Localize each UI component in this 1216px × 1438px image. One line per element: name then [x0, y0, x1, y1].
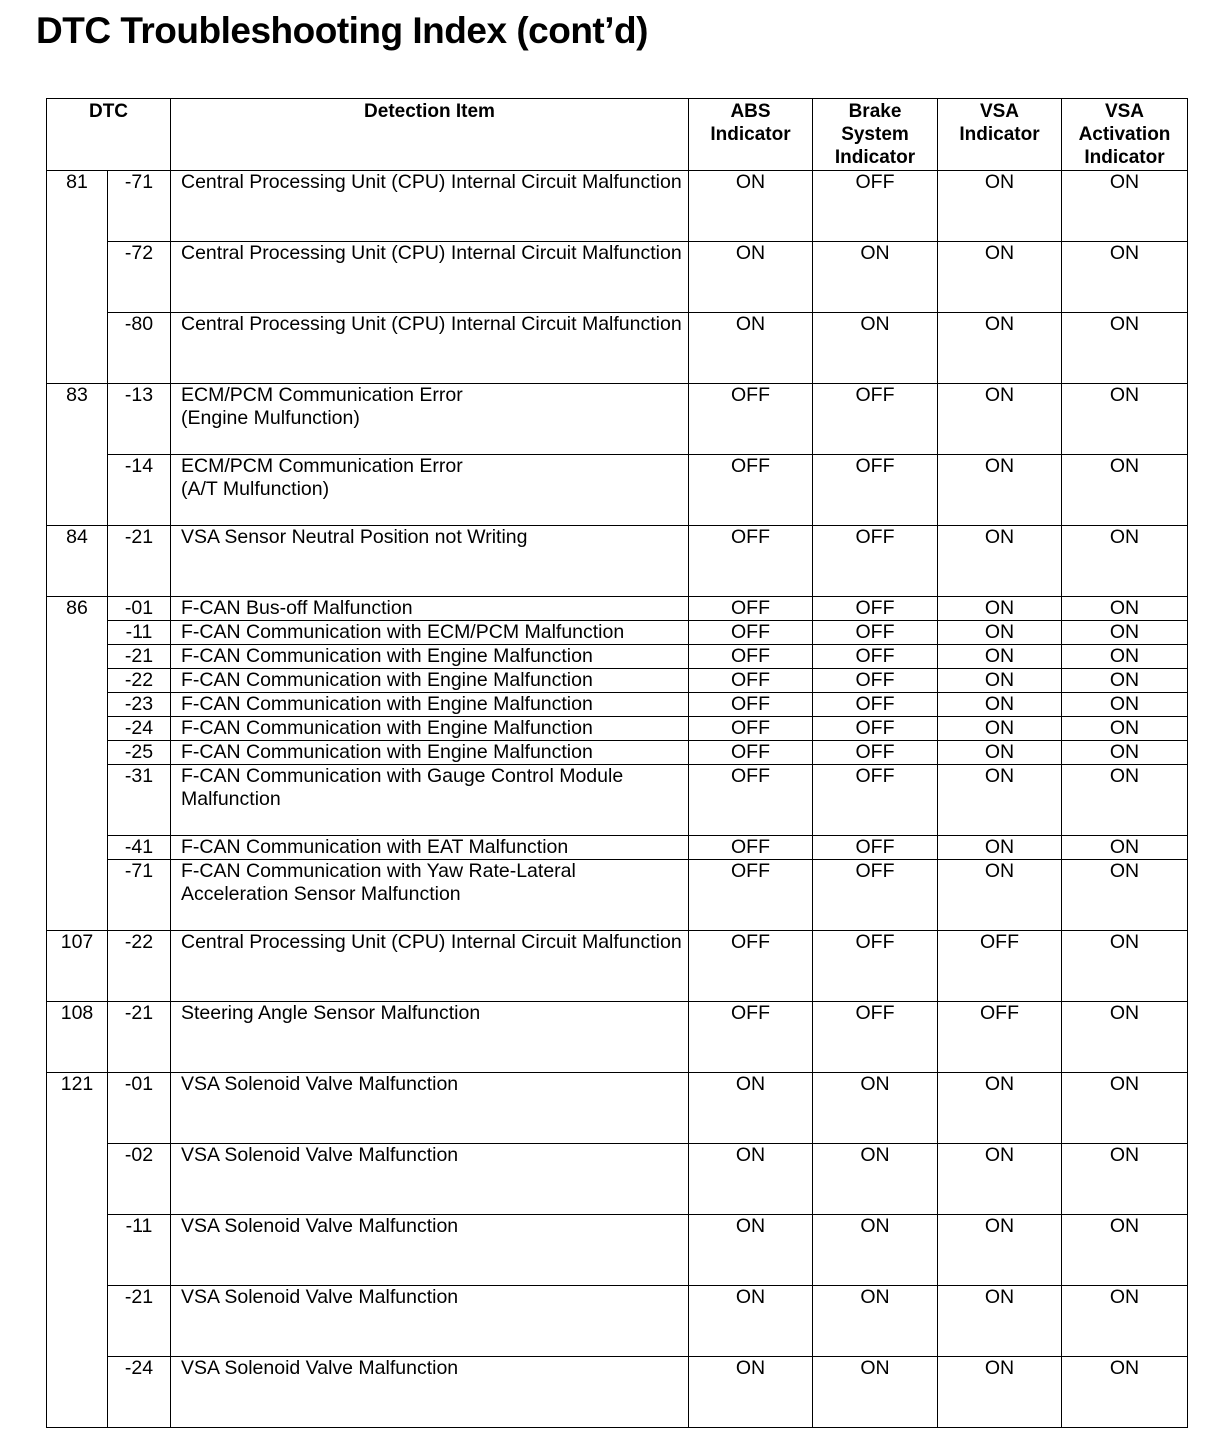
abs-indicator-state: OFF — [689, 597, 813, 621]
detection-item: Central Processing Unit (CPU) Internal Circuit Malfunction — [171, 171, 689, 242]
detection-item: F-CAN Communication with Gauge Control Module Malfunction — [171, 765, 689, 836]
dtc-sub-code: -11 — [108, 1215, 171, 1286]
detection-item: F-CAN Communication with EAT Malfunction — [171, 836, 689, 860]
vsa-activation-indicator-state: ON — [1062, 669, 1188, 693]
brake-indicator-state: OFF — [813, 526, 938, 597]
brake-indicator-state: OFF — [813, 1002, 938, 1073]
table-row — [47, 741, 1188, 765]
detection-item-line2: (Engine Mulfunction) — [181, 407, 360, 429]
brake-indicator-state: ON — [813, 1357, 938, 1428]
dtc-sub-code: -21 — [108, 645, 171, 669]
vsa-indicator-state: ON — [938, 717, 1062, 741]
detection-item: VSA Solenoid Valve Malfunction — [171, 1286, 689, 1357]
vsa-activation-indicator-state: ON — [1062, 1144, 1188, 1215]
header-brake-system-indicator: Brake System Indicator — [813, 99, 938, 171]
dtc-sub-code: -24 — [108, 717, 171, 741]
vsa-indicator-state: ON — [938, 384, 1062, 455]
vsa-indicator-state: ON — [938, 1073, 1062, 1144]
table-row — [47, 765, 1188, 836]
abs-indicator-state: ON — [689, 313, 813, 384]
vsa-activation-indicator-state: ON — [1062, 765, 1188, 836]
dtc-main-code: 121 — [47, 1073, 108, 1428]
vsa-activation-indicator-state: ON — [1062, 931, 1188, 1002]
dtc-main-code: 81 — [47, 171, 108, 384]
table-row — [47, 1286, 1188, 1357]
dtc-main-code: 84 — [47, 526, 108, 597]
detection-item: Steering Angle Sensor Malfunction — [171, 1002, 689, 1073]
brake-indicator-state: OFF — [813, 455, 938, 526]
detection-item: Central Processing Unit (CPU) Internal Circuit Malfunction — [171, 931, 689, 1002]
vsa-activation-indicator-state: ON — [1062, 1286, 1188, 1357]
vsa-indicator-state: OFF — [938, 931, 1062, 1002]
abs-indicator-state: OFF — [689, 860, 813, 931]
vsa-indicator-state: ON — [938, 1215, 1062, 1286]
dtc-sub-code: -01 — [108, 597, 171, 621]
table-row — [47, 1357, 1188, 1428]
header-abs-indicator: ABS Indicator — [689, 99, 813, 171]
table-row — [47, 313, 1188, 384]
dtc-sub-code: -24 — [108, 1357, 171, 1428]
vsa-indicator-state: ON — [938, 597, 1062, 621]
vsa-indicator-state: ON — [938, 313, 1062, 384]
detection-item — [171, 455, 689, 526]
brake-indicator-state: OFF — [813, 717, 938, 741]
detection-item: F-CAN Communication with Engine Malfunction — [171, 645, 689, 669]
abs-indicator-state: ON — [689, 1357, 813, 1428]
detection-item: F-CAN Communication with Engine Malfunction — [171, 669, 689, 693]
dtc-sub-code: -31 — [108, 765, 171, 836]
vsa-indicator-state: ON — [938, 669, 1062, 693]
dtc-sub-code: -01 — [108, 1073, 171, 1144]
vsa-activation-indicator-state: ON — [1062, 1357, 1188, 1428]
vsa-indicator-state: ON — [938, 242, 1062, 313]
detection-item-line1: ECM/PCM Communication Error — [181, 455, 463, 477]
abs-indicator-state: OFF — [689, 741, 813, 765]
detection-item: F-CAN Communication with Engine Malfunction — [171, 717, 689, 741]
dtc-sub-code: -21 — [108, 526, 171, 597]
detection-item: VSA Solenoid Valve Malfunction — [171, 1357, 689, 1428]
table-row — [47, 1002, 1188, 1073]
detection-item: F-CAN Communication with Engine Malfunction — [171, 741, 689, 765]
abs-indicator-state: OFF — [689, 1002, 813, 1073]
abs-indicator-state: OFF — [689, 526, 813, 597]
detection-item-line1: ECM/PCM Communication Error — [181, 384, 463, 406]
abs-indicator-state: ON — [689, 1144, 813, 1215]
table-row — [47, 1144, 1188, 1215]
vsa-indicator-state: ON — [938, 645, 1062, 669]
abs-indicator-state: OFF — [689, 836, 813, 860]
vsa-activation-indicator-state: ON — [1062, 693, 1188, 717]
dtc-sub-code: -25 — [108, 741, 171, 765]
table-row — [47, 526, 1188, 597]
abs-indicator-state: OFF — [689, 693, 813, 717]
dtc-main-code: 108 — [47, 1002, 108, 1073]
vsa-activation-indicator-state: ON — [1062, 741, 1188, 765]
brake-indicator-state: ON — [813, 1073, 938, 1144]
table-row — [47, 242, 1188, 313]
table-row — [47, 597, 1188, 621]
table-row — [47, 1073, 1188, 1144]
dtc-sub-code: -71 — [108, 860, 171, 931]
detection-item: F-CAN Communication with Engine Malfunction — [171, 693, 689, 717]
dtc-sub-code: -21 — [108, 1002, 171, 1073]
table-row — [47, 717, 1188, 741]
vsa-activation-indicator-state: ON — [1062, 171, 1188, 242]
header-dtc: DTC — [47, 99, 171, 171]
vsa-activation-indicator-state: ON — [1062, 836, 1188, 860]
dtc-sub-code: -22 — [108, 931, 171, 1002]
abs-indicator-state: OFF — [689, 455, 813, 526]
vsa-indicator-state: ON — [938, 693, 1062, 717]
vsa-indicator-state: OFF — [938, 1002, 1062, 1073]
brake-indicator-state: OFF — [813, 836, 938, 860]
detection-item: VSA Solenoid Valve Malfunction — [171, 1144, 689, 1215]
abs-indicator-state: ON — [689, 1286, 813, 1357]
brake-indicator-state: OFF — [813, 741, 938, 765]
abs-indicator-state: OFF — [689, 717, 813, 741]
header-vsa-indicator: VSA Indicator — [938, 99, 1062, 171]
vsa-activation-indicator-state: ON — [1062, 1002, 1188, 1073]
brake-indicator-state: OFF — [813, 669, 938, 693]
dtc-index-table — [46, 98, 1188, 1428]
vsa-indicator-state: ON — [938, 765, 1062, 836]
abs-indicator-state: OFF — [689, 765, 813, 836]
vsa-indicator-state: ON — [938, 1286, 1062, 1357]
vsa-indicator-state: ON — [938, 741, 1062, 765]
vsa-indicator-state: ON — [938, 455, 1062, 526]
brake-indicator-state: OFF — [813, 860, 938, 931]
dtc-sub-code: -41 — [108, 836, 171, 860]
detection-item: F-CAN Communication with ECM/PCM Malfunction — [171, 621, 689, 645]
brake-indicator-state: ON — [813, 1286, 938, 1357]
detection-item: Central Processing Unit (CPU) Internal Circuit Malfunction — [171, 242, 689, 313]
vsa-indicator-state: ON — [938, 836, 1062, 860]
brake-indicator-state: ON — [813, 242, 938, 313]
vsa-activation-indicator-state: ON — [1062, 1073, 1188, 1144]
brake-indicator-state: ON — [813, 313, 938, 384]
table-row — [47, 860, 1188, 931]
table-row — [47, 645, 1188, 669]
brake-indicator-state: OFF — [813, 597, 938, 621]
vsa-activation-indicator-state: ON — [1062, 597, 1188, 621]
abs-indicator-state: OFF — [689, 669, 813, 693]
abs-indicator-state: OFF — [689, 621, 813, 645]
table-row — [47, 669, 1188, 693]
detection-item: F-CAN Bus-off Malfunction — [171, 597, 689, 621]
table-row — [47, 171, 1188, 242]
vsa-indicator-state: ON — [938, 171, 1062, 242]
table-row — [47, 836, 1188, 860]
brake-indicator-state: OFF — [813, 171, 938, 242]
detection-item — [171, 384, 689, 455]
detection-item: F-CAN Communication with Yaw Rate-Lateral Acceleration Sensor Malfunction — [171, 860, 689, 931]
abs-indicator-state: OFF — [689, 645, 813, 669]
brake-indicator-state: OFF — [813, 621, 938, 645]
header-detection-item: Detection Item — [171, 99, 689, 171]
detection-item-line2: (A/T Mulfunction) — [181, 478, 330, 500]
vsa-activation-indicator-state: ON — [1062, 717, 1188, 741]
table-row — [47, 455, 1188, 526]
detection-item: VSA Solenoid Valve Malfunction — [171, 1073, 689, 1144]
dtc-sub-code: -80 — [108, 313, 171, 384]
dtc-sub-code: -02 — [108, 1144, 171, 1215]
dtc-sub-code: -13 — [108, 384, 171, 455]
dtc-main-code: 107 — [47, 931, 108, 1002]
brake-indicator-state: OFF — [813, 384, 938, 455]
dtc-sub-code: -23 — [108, 693, 171, 717]
abs-indicator-state: ON — [689, 171, 813, 242]
detection-item: Central Processing Unit (CPU) Internal Circuit Malfunction — [171, 313, 689, 384]
vsa-indicator-state: ON — [938, 1357, 1062, 1428]
vsa-indicator-state: ON — [938, 1144, 1062, 1215]
table-row — [47, 693, 1188, 717]
brake-indicator-state: OFF — [813, 765, 938, 836]
vsa-activation-indicator-state: ON — [1062, 455, 1188, 526]
dtc-sub-code: -71 — [108, 171, 171, 242]
page-title: DTC Troubleshooting Index (cont’d) — [36, 10, 648, 51]
header-row — [47, 99, 1188, 171]
dtc-sub-code: -21 — [108, 1286, 171, 1357]
header-vsa-activation-indicator: VSA Activation Indicator — [1062, 99, 1188, 171]
brake-indicator-state: OFF — [813, 645, 938, 669]
dtc-main-code: 83 — [47, 384, 108, 526]
abs-indicator-state: OFF — [689, 931, 813, 1002]
abs-indicator-state: ON — [689, 242, 813, 313]
vsa-activation-indicator-state: ON — [1062, 1215, 1188, 1286]
vsa-indicator-state: ON — [938, 526, 1062, 597]
abs-indicator-state: ON — [689, 1073, 813, 1144]
vsa-indicator-state: ON — [938, 621, 1062, 645]
vsa-indicator-state: ON — [938, 860, 1062, 931]
table-row — [47, 384, 1188, 455]
abs-indicator-state: OFF — [689, 384, 813, 455]
dtc-main-code: 86 — [47, 597, 108, 931]
brake-indicator-state: OFF — [813, 931, 938, 1002]
vsa-activation-indicator-state: ON — [1062, 313, 1188, 384]
dtc-sub-code: -72 — [108, 242, 171, 313]
dtc-sub-code: -22 — [108, 669, 171, 693]
dtc-sub-code: -11 — [108, 621, 171, 645]
vsa-activation-indicator-state: ON — [1062, 242, 1188, 313]
vsa-activation-indicator-state: ON — [1062, 621, 1188, 645]
detection-item: VSA Sensor Neutral Position not Writing — [171, 526, 689, 597]
vsa-activation-indicator-state: ON — [1062, 526, 1188, 597]
dtc-sub-code: -14 — [108, 455, 171, 526]
vsa-activation-indicator-state: ON — [1062, 860, 1188, 931]
table-row — [47, 621, 1188, 645]
brake-indicator-state: ON — [813, 1215, 938, 1286]
brake-indicator-state: ON — [813, 1144, 938, 1215]
detection-item: VSA Solenoid Valve Malfunction — [171, 1215, 689, 1286]
vsa-activation-indicator-state: ON — [1062, 384, 1188, 455]
vsa-activation-indicator-state: ON — [1062, 645, 1188, 669]
abs-indicator-state: ON — [689, 1215, 813, 1286]
brake-indicator-state: OFF — [813, 693, 938, 717]
table-row — [47, 931, 1188, 1002]
table-row — [47, 1215, 1188, 1286]
